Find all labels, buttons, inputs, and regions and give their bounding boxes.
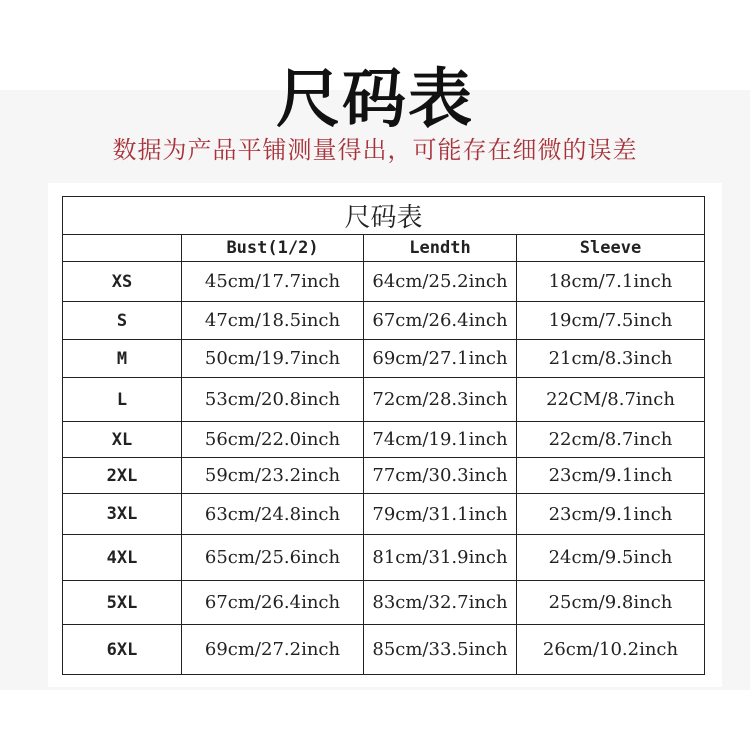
length-cell: 64cm/25.2inch bbox=[364, 262, 517, 302]
sleeve-cell: 22CM/8.7inch bbox=[517, 378, 705, 422]
length-cell: 67cm/26.4inch bbox=[364, 302, 517, 340]
table-row bbox=[63, 581, 705, 625]
page-subtitle: 数据为产品平铺测量得出，可能存在细微的误差 bbox=[112, 136, 638, 164]
bust-cell: 67cm/26.4inch bbox=[182, 581, 364, 625]
length-cell: 83cm/32.7inch bbox=[364, 581, 517, 625]
table-row bbox=[63, 378, 705, 422]
size-chart-table bbox=[62, 196, 705, 675]
size-cell: M bbox=[63, 340, 182, 378]
table-caption-row bbox=[63, 197, 705, 235]
table-header-row bbox=[63, 235, 705, 262]
size-cell: 5XL bbox=[63, 581, 182, 625]
sleeve-cell: 19cm/7.5inch bbox=[517, 302, 705, 340]
bust-cell: 53cm/20.8inch bbox=[182, 378, 364, 422]
sleeve-cell: 25cm/9.8inch bbox=[517, 581, 705, 625]
length-cell: 85cm/33.5inch bbox=[364, 625, 517, 675]
size-cell: XL bbox=[63, 422, 182, 458]
sleeve-cell: 24cm/9.5inch bbox=[517, 535, 705, 581]
sleeve-cell: 26cm/10.2inch bbox=[517, 625, 705, 675]
table-row bbox=[63, 340, 705, 378]
table-caption: 尺码表 bbox=[63, 197, 705, 235]
size-cell: 3XL bbox=[63, 494, 182, 535]
table-row bbox=[63, 262, 705, 302]
length-cell: 79cm/31.1inch bbox=[364, 494, 517, 535]
sleeve-cell: 21cm/8.3inch bbox=[517, 340, 705, 378]
size-cell: 2XL bbox=[63, 458, 182, 494]
size-cell: 4XL bbox=[63, 535, 182, 581]
size-cell: 6XL bbox=[63, 625, 182, 675]
size-cell: L bbox=[63, 378, 182, 422]
table-row bbox=[63, 494, 705, 535]
sleeve-cell: 18cm/7.1inch bbox=[517, 262, 705, 302]
length-cell: 69cm/27.1inch bbox=[364, 340, 517, 378]
header-length: Lendth bbox=[364, 235, 517, 262]
bust-cell: 45cm/17.7inch bbox=[182, 262, 364, 302]
bust-cell: 63cm/24.8inch bbox=[182, 494, 364, 535]
bust-cell: 47cm/18.5inch bbox=[182, 302, 364, 340]
size-cell: XS bbox=[63, 262, 182, 302]
header-sleeve: Sleeve bbox=[517, 235, 705, 262]
length-cell: 74cm/19.1inch bbox=[364, 422, 517, 458]
table-row bbox=[63, 422, 705, 458]
sleeve-cell: 22cm/8.7inch bbox=[517, 422, 705, 458]
table-row bbox=[63, 625, 705, 675]
sleeve-cell: 23cm/9.1inch bbox=[517, 458, 705, 494]
length-cell: 81cm/31.9inch bbox=[364, 535, 517, 581]
header-size bbox=[63, 235, 182, 262]
bust-cell: 69cm/27.2inch bbox=[182, 625, 364, 675]
length-cell: 72cm/28.3inch bbox=[364, 378, 517, 422]
bust-cell: 50cm/19.7inch bbox=[182, 340, 364, 378]
page-title: 尺码表 bbox=[276, 63, 474, 137]
table-row bbox=[63, 458, 705, 494]
length-cell: 77cm/30.3inch bbox=[364, 458, 517, 494]
size-cell: S bbox=[63, 302, 182, 340]
header-bust: Bust(1/2) bbox=[182, 235, 364, 262]
bust-cell: 65cm/25.6inch bbox=[182, 535, 364, 581]
table-row bbox=[63, 302, 705, 340]
table-row bbox=[63, 535, 705, 581]
sleeve-cell: 23cm/9.1inch bbox=[517, 494, 705, 535]
bust-cell: 59cm/23.2inch bbox=[182, 458, 364, 494]
bust-cell: 56cm/22.0inch bbox=[182, 422, 364, 458]
